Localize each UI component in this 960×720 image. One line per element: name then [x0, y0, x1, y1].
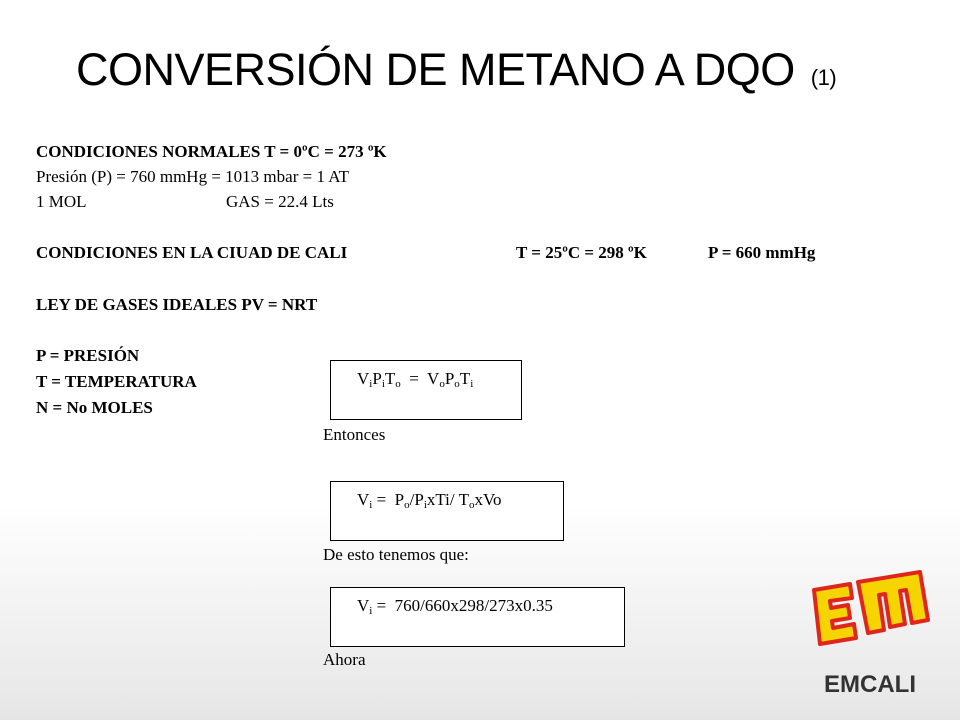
- slide-title: [76, 44, 836, 96]
- ideal-gas-law: LEY DE GASES IDEALES PV = NRT: [36, 295, 318, 314]
- em-emblem-icon: [814, 572, 928, 644]
- mol-line: [36, 192, 334, 212]
- title-main: CONVERSIÓN DE METANO A DQO: [76, 44, 795, 95]
- gas-volume: GAS = 22.4 Lts: [226, 192, 334, 211]
- entonces-label: Entonces: [323, 425, 386, 444]
- n-definition: N = No MOLES: [36, 398, 153, 417]
- cali-label: CONDICIONES EN LA CIUAD DE CALI: [36, 243, 348, 262]
- equation-box-2: $V_i = P_o/P_ixTi/$ $T_oxVo$: [330, 481, 564, 541]
- ahora-label: Ahora: [323, 650, 366, 669]
- cali-conditions: [36, 243, 816, 263]
- title-suffix: (1): [810, 65, 837, 90]
- mol-label: 1 MOL: [36, 192, 87, 211]
- cali-pressure: P = 660 mmHg: [708, 243, 816, 262]
- t-definition: T = TEMPERATURA: [36, 372, 197, 391]
- normal-conditions: CONDICIONES NORMALES T = 0ºC = 273 ºK: [36, 142, 387, 161]
- emcali-logo: [800, 568, 940, 698]
- equation-box-1: $V_iP_iT_o = V_oP_oT_i$: [330, 360, 522, 420]
- cali-temperature: T = 25ºC = 298 ºK: [516, 243, 647, 262]
- pressure-line: Presión (P) = 760 mmHg = 1013 mbar = 1 AT: [36, 167, 350, 186]
- equation-box-3: $V_i = 760/660x298/273x0.35$: [330, 587, 625, 647]
- logo-text: EMCALI: [824, 671, 916, 698]
- de-esto-label: De esto tenemos que:: [323, 545, 469, 564]
- p-definition: P = PRESIÓN: [36, 346, 140, 365]
